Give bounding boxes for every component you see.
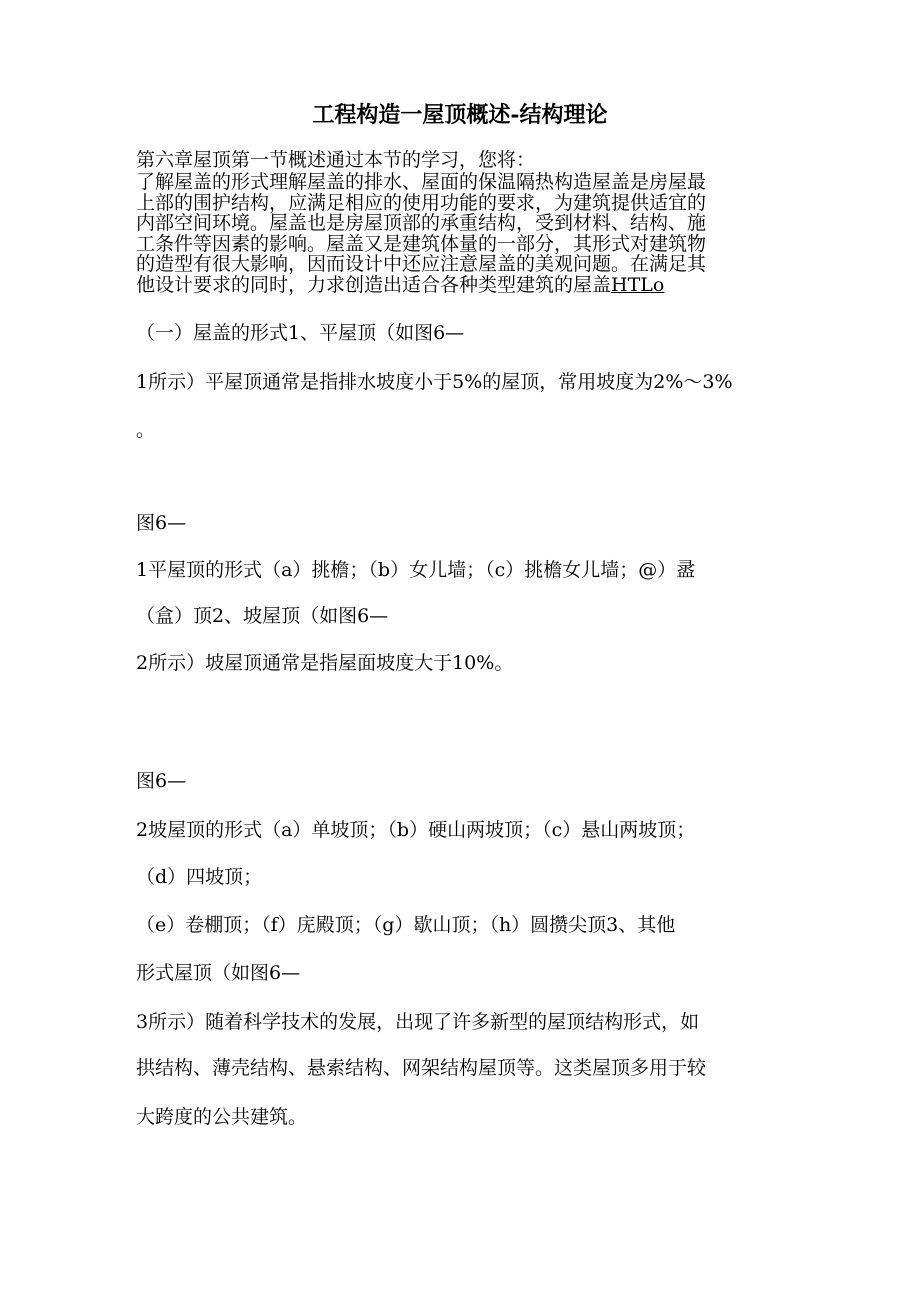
intro-last-text: 他设计要求的同时，力求创造出适合各种类型建筑的屋盖 (136, 273, 612, 296)
intro-paragraph (136, 172, 796, 296)
intro-line: 的造型有很大影响，因而设计中还应注意屋盖的美观问题。在满足其 (136, 253, 707, 276)
document-title: 工程构造一屋顶概述-结构理论 (312, 102, 608, 128)
paragraph-line: （d）四坡顶； (136, 866, 263, 888)
paragraph-line: 2坡屋顶的形式（a）单坡顶；（b）硬山两坡顶；（c）悬山两坡顶； (136, 819, 696, 841)
figure-caption: 图6— (136, 770, 187, 792)
paragraph-line: 大跨度的公共建筑。 (136, 1106, 308, 1128)
paragraph-line: 1所示）平屋顶通常是指排水坡度小于5%的屋顶，常用坡度为2%～3% (136, 371, 733, 393)
intro-line: 工条件等因素的影响。屋盖又是建筑体量的一部分，其形式对建筑物 (136, 232, 707, 255)
paragraph-line: （e）卷棚顶；（f）庑殿顶；（g）歇山顶；（h）圆攒尖顶3、其他 (136, 914, 676, 936)
intro-line: 内部空间环境。屋盖也是房屋顶部的承重结构，受到材料、结构、施 (136, 212, 707, 235)
paragraph-line: （盒）顶2、坡屋顶（如图6— (136, 605, 389, 627)
paragraph-line: 形式屋顶（如图6— (136, 962, 301, 984)
paragraph-line: 拱结构、薄壳结构、悬索结构、网架结构屋顶等。这类屋顶多用于较 (136, 1057, 707, 1079)
paragraph-line: （一）屋盖的形式1、平屋顶（如图6— (136, 322, 465, 344)
intro-line: 上部的围护结构，应满足相应的使用功能的要求，为建筑提供适宜的 (136, 191, 707, 214)
paragraph-line: 。 (136, 419, 156, 441)
intro-line: 了解屋盖的形式理解屋盖的排水、屋面的保温隔热构造屋盖是房屋最 (136, 171, 707, 193)
intro-underlined-suffix: HTLo (611, 273, 665, 296)
figure-caption: 图6— (136, 512, 187, 534)
paragraph-line: 3所示）随着科学技术的发展，出现了许多新型的屋顶结构形式，如 (136, 1011, 700, 1033)
paragraph-line: 1平屋顶的形式（a）挑檐；（b）女儿墙；（c）挑檐女儿墙；@）盝 (136, 559, 696, 581)
paragraph-line: 2所示）坡屋顶通常是指屋面坡度大于10%。 (136, 652, 514, 674)
intro-last-line (136, 275, 796, 296)
intro-first-line: 第六章屋顶第一节概述通过本节的学习，您将： (136, 149, 536, 171)
